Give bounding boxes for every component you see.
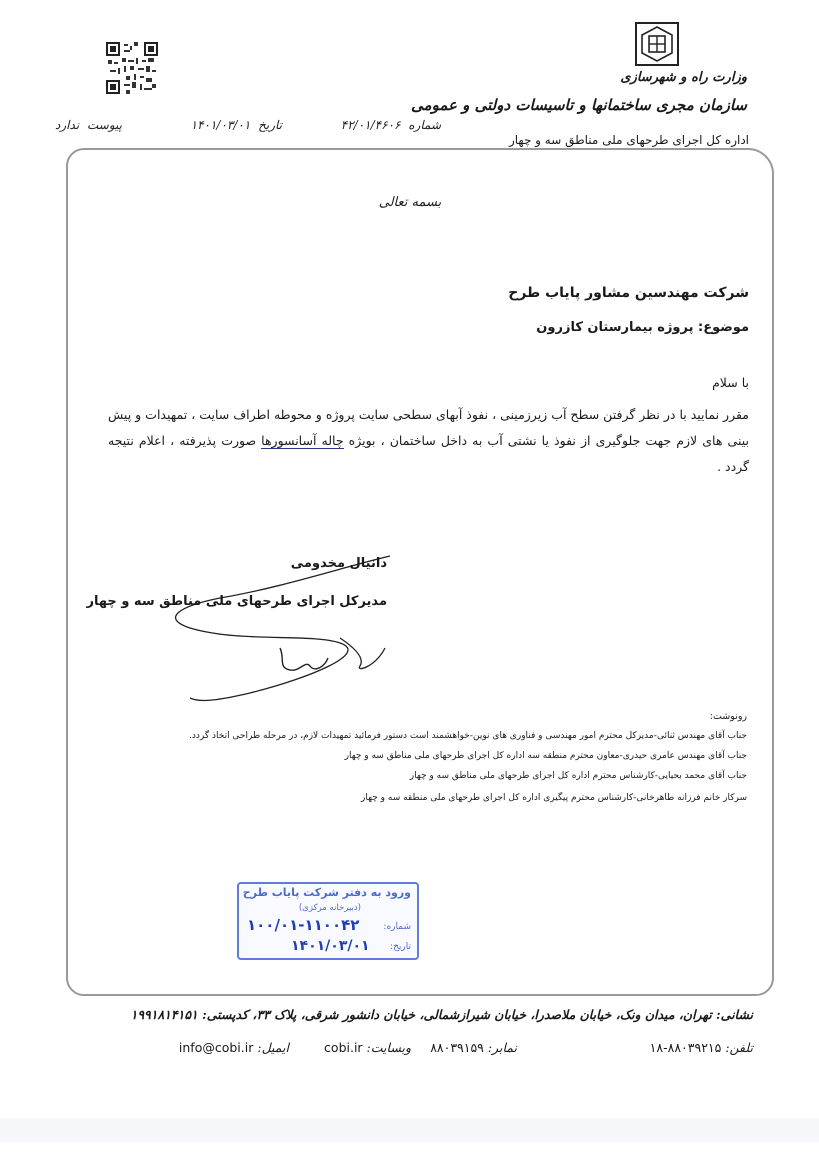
- footer-website: [324, 1040, 411, 1060]
- office-name: اداره کل اجرای طرحهای ملی مناطق سه و چهار: [508, 133, 749, 147]
- footer-fax: [430, 1040, 517, 1060]
- scan-edge-band: [0, 1118, 819, 1142]
- footer-fax-label: نمابر:: [487, 1040, 517, 1055]
- footer-phone: [650, 1040, 753, 1060]
- letter-attachment-label: پیوست: [87, 118, 122, 132]
- body-text-part1: مقرر نمایید با در نظر گرفتن سطح آب زیرزمینی ، نفوذ آبهای سطحی سایت پروژه و محوطه اطراف سایت ، تمهیدات و پیش بینی های لازم جهت جلوگیری از نفوذ یا نشتی آب به داخل ساختمان ، بویژه: [108, 407, 749, 448]
- footer-email-label: ایمیل:: [257, 1040, 289, 1055]
- cc-heading: رونوشت:: [709, 711, 747, 722]
- cc-item: سرکار خانم فرزانه طاهرخانی-کارشناس محترم پیگیری اداره کل اجرای طرحهای ملی منطقه سه و چهار: [361, 793, 747, 803]
- signatory-title: مدیرکل اجرای طرحهای ملی مناطق سه و چهار: [86, 594, 387, 609]
- footer-email: [179, 1040, 289, 1060]
- signatory-name: دانیال مخدومی: [290, 556, 387, 571]
- subject: موضوع: پروژه بیمارستان کازرون: [536, 320, 749, 335]
- greeting: با سلام: [712, 375, 749, 390]
- cc-item: جناب آقای مهندس عامری حیدری-معاون محترم منطقه سه اداره کل اجرای طرحهای ملی مناطق سه و چهار: [344, 751, 747, 761]
- cc-item: جناب آقای مهندس ثنائی-مدیرکل محترم امور مهندسی و فناوری های نوین-خواهشمند است دستور فرمائید تمهیدات لازم، در مرحله طراحی اتخاذ گردد.: [189, 731, 747, 741]
- receipt-stamp: [237, 882, 419, 960]
- letter-number-label: شماره: [408, 118, 441, 132]
- stamp-subtitle: (دبیرخانه مرکزی): [298, 903, 361, 913]
- footer-website-link[interactable]: cobi.ir: [324, 1040, 363, 1055]
- letter-number-value: ۴۲/۰۱/۴۶۰۶: [340, 118, 401, 132]
- stamp-date-label: تاریخ:: [390, 942, 411, 952]
- letter-date-value: ۱۴۰۱/۰۳/۰۱: [190, 118, 251, 132]
- organization-name: سازمان مجری ساختمانها و تاسیسات دولتی و عمومی: [411, 96, 747, 114]
- letter-attachment-value: ندارد: [55, 118, 80, 132]
- stamp-title: ورود به دفتر شرکت پایاب طرح: [242, 886, 411, 899]
- letter-number: [341, 118, 441, 140]
- footer-address: نشانی: تهران، میدان ونک، خیابان ملاصدرا، خیابان شیرازشمالی، خیابان دانشور شرقی، پلاک ۳۳، کدپستی: ۱۹۹۱۸۱۴۱۵۱: [130, 1007, 753, 1022]
- footer-fax-value: ۸۸۰۳۹۱۵۹: [430, 1040, 484, 1055]
- letter-body: [108, 402, 749, 480]
- footer-email-link[interactable]: info@cobi.ir: [178, 1040, 254, 1055]
- qr-code: [106, 42, 158, 94]
- letter-attachment: [55, 118, 122, 140]
- ministry-name: وزارت راه و شهرسازی: [620, 70, 747, 85]
- recipient: شرکت مهندسین مشاور پایاب طرح: [508, 285, 749, 301]
- letter-date-label: تاریخ: [258, 118, 282, 132]
- stamp-number-value: ۱۰۰/۰۱-۱۱۰۰۴۲: [247, 916, 360, 934]
- stamp-date-value: ۱۴۰۱/۰۳/۰۱: [291, 938, 370, 954]
- signature-scribble: [160, 548, 400, 708]
- body-underlined-text: چاله آسانسورها: [261, 433, 344, 448]
- footer-phone-label: تلفن:: [725, 1040, 753, 1055]
- stamp-number-label: شماره:: [383, 922, 411, 932]
- opening-invocation: بسمه تعالی: [378, 195, 442, 210]
- footer-website-label: وبسایت:: [366, 1040, 411, 1055]
- body-text-part2: صورت پذیرفته ، اعلام نتیجه گردد .: [108, 433, 749, 474]
- ministry-logo-icon: [633, 20, 681, 68]
- letter-date: [191, 118, 282, 140]
- cc-item: جناب آقای محمد بحیایی-کارشناس محترم اداره کل اجرای طرحهای ملی مناطق سه و چهار: [409, 771, 747, 781]
- footer-phone-value: ۸۸۰۳۹۲۱۵-۱۸: [649, 1040, 722, 1055]
